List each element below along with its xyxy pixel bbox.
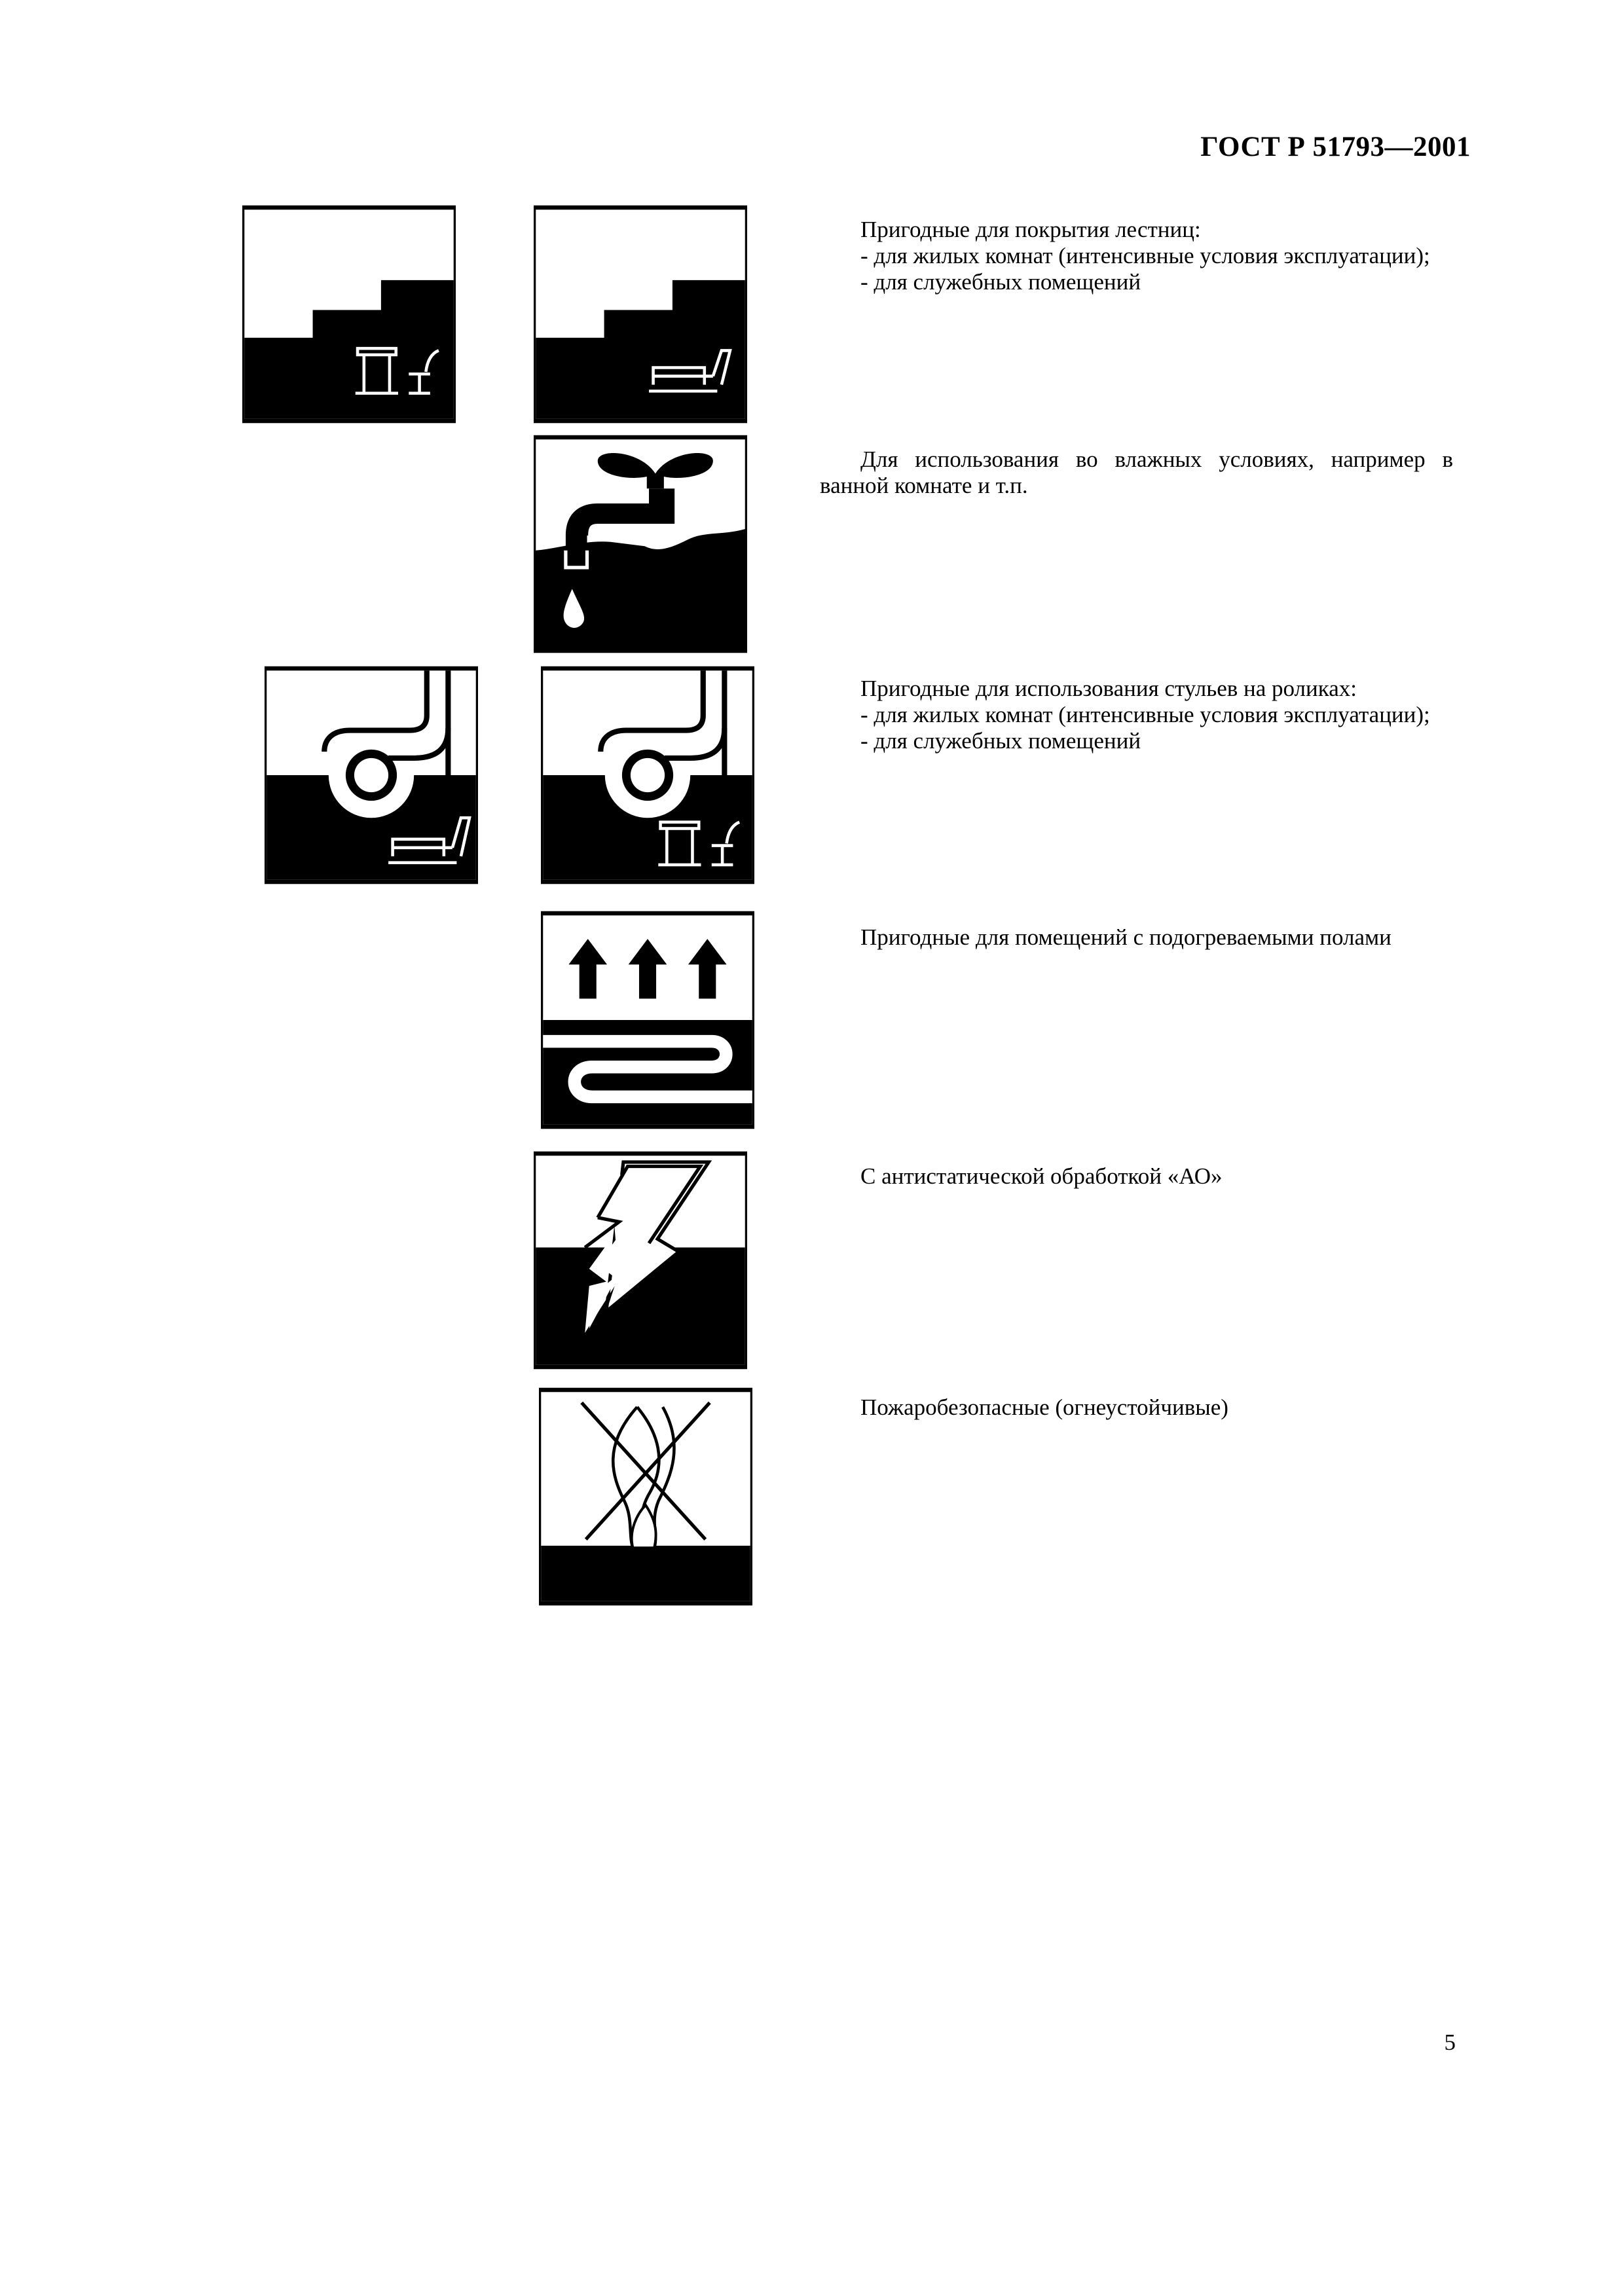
antistatic-lead: С антистатической обработкой «АО»: [860, 1163, 1223, 1189]
castor-chair-contract-icon: [541, 665, 754, 885]
fire-description: [820, 1394, 1453, 1421]
stairs-item-contract: - для служебных помещений: [860, 269, 1141, 295]
stairs-domestic-icon: [242, 204, 456, 424]
castors-description: [820, 676, 1453, 754]
antistatic-icon: [534, 1150, 747, 1370]
heated-lead: Пригодные для помещений с подогреваемыми полами: [860, 924, 1392, 950]
wet-description: [820, 446, 1453, 499]
stairs-description: [820, 217, 1453, 295]
heated-description: [820, 924, 1453, 951]
stairs-contract-icon: [534, 204, 747, 424]
castors-lead: Пригодные для использования стульев на роликах:: [860, 676, 1357, 701]
castor-chair-domestic-icon: [265, 665, 478, 885]
antistatic-description: [820, 1163, 1453, 1190]
fire-resistant-icon: [539, 1387, 752, 1607]
page-number: 5: [1444, 2030, 1456, 2055]
document-code: ГОСТ Р 51793—2001: [1200, 132, 1471, 162]
castors-item-domestic: - для жилых комнат (интенсивные условия эксплуатации);: [860, 702, 1430, 727]
stairs-item-domestic: - для жилых комнат (интенсивные условия эксплуатации);: [860, 243, 1430, 268]
wet-conditions-icon: [534, 434, 747, 654]
wet-lead: Для использования во влажных условиях, например в ванной комнате и т.п.: [820, 446, 1453, 498]
fire-lead: Пожаробезопасные (огнеустойчивые): [860, 1394, 1228, 1420]
castors-item-contract: - для служебных помещений: [860, 728, 1141, 754]
underfloor-heating-icon: [541, 910, 754, 1130]
stairs-lead: Пригодные для покрытия лестниц:: [860, 217, 1201, 242]
